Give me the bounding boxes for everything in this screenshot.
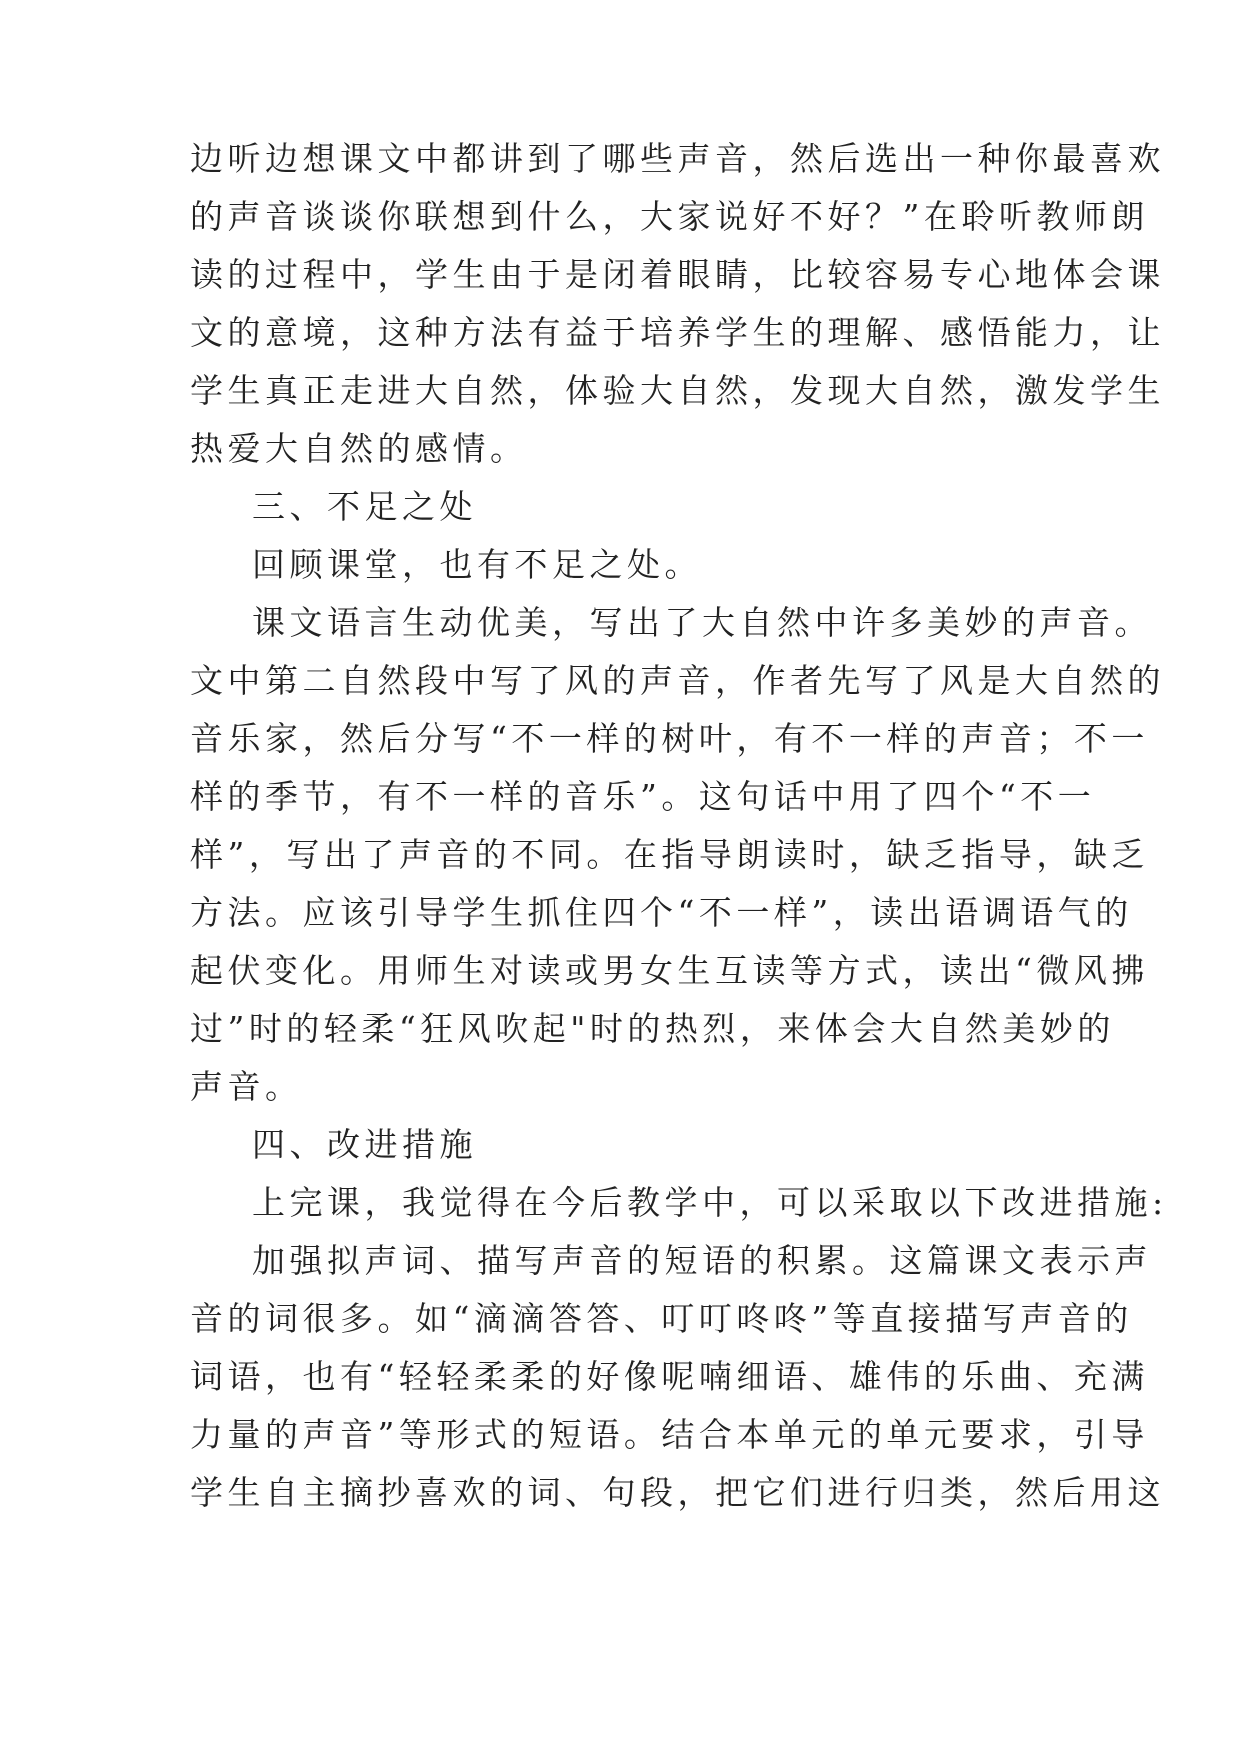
paragraph-start-line: 上完课，我觉得在今后教学中，可以采取以下改进措施: xyxy=(252,1183,1168,1222)
text-line: 过”时的轻柔“狂风吹起"时的热烈，来体会大自然美妙的 xyxy=(190,1009,1115,1048)
text-line: 起伏变化。用师生对读或男女生互读等方式，读出“微风拂 xyxy=(190,951,1149,990)
text-line: 读的过程中，学生由于是闭着眼睛，比较容易专心地体会课 xyxy=(190,255,1165,294)
text-line: 声音。 xyxy=(190,1067,303,1106)
text-line: 的声音谈谈你联想到什么，大家说好不好？”在聆听教师朗 xyxy=(190,197,1149,236)
text-line: 样的季节，有不一样的音乐”。这句话中用了四个“不一 xyxy=(190,777,1096,816)
text-line: 力量的声音”等形式的短语。结合本单元的单元要求，引导 xyxy=(190,1415,1149,1454)
paragraph-start-line: 加强拟声词、描写声音的短语的积累。这篇课文表示声 xyxy=(252,1241,1152,1280)
text-line: 音乐家，然后分写“不一样的树叶，有不一样的声音；不一 xyxy=(190,719,1149,758)
paragraph-start-line: 四、改进措施 xyxy=(252,1125,477,1164)
paragraph-start-line: 课文语言生动优美，写出了大自然中许多美妙的声音。 xyxy=(252,603,1152,642)
text-line: 方法。应该引导学生抓住四个“不一样”，读出语调语气的 xyxy=(190,893,1133,932)
text-line: 学生真正走进大自然，体验大自然，发现大自然，激发学生 xyxy=(190,371,1165,410)
text-line: 边听边想课文中都讲到了哪些声音，然后选出一种你最喜欢 xyxy=(190,139,1165,178)
text-line: 学生自主摘抄喜欢的词、句段，把它们进行归类，然后用这 xyxy=(190,1473,1165,1512)
text-line: 文中第二自然段中写了风的声音，作者先写了风是大自然的 xyxy=(190,661,1165,700)
text-line: 音的词很多。如“滴滴答答、叮叮咚咚”等直接描写声音的 xyxy=(190,1299,1133,1338)
text-line: 样”，写出了声音的不同。在指导朗读时，缺乏指导，缺乏 xyxy=(190,835,1149,874)
text-line: 词语，也有“轻轻柔柔的好像呢喃细语、雄伟的乐曲、充满 xyxy=(190,1357,1149,1396)
paragraph-start-line: 回顾课堂，也有不足之处。 xyxy=(252,545,702,584)
paragraph-start-line: 三、不足之处 xyxy=(252,487,477,526)
text-line: 文的意境，这种方法有益于培养学生的理解、感悟能力，让 xyxy=(190,313,1165,352)
text-line: 热爱大自然的感情。 xyxy=(190,429,528,468)
